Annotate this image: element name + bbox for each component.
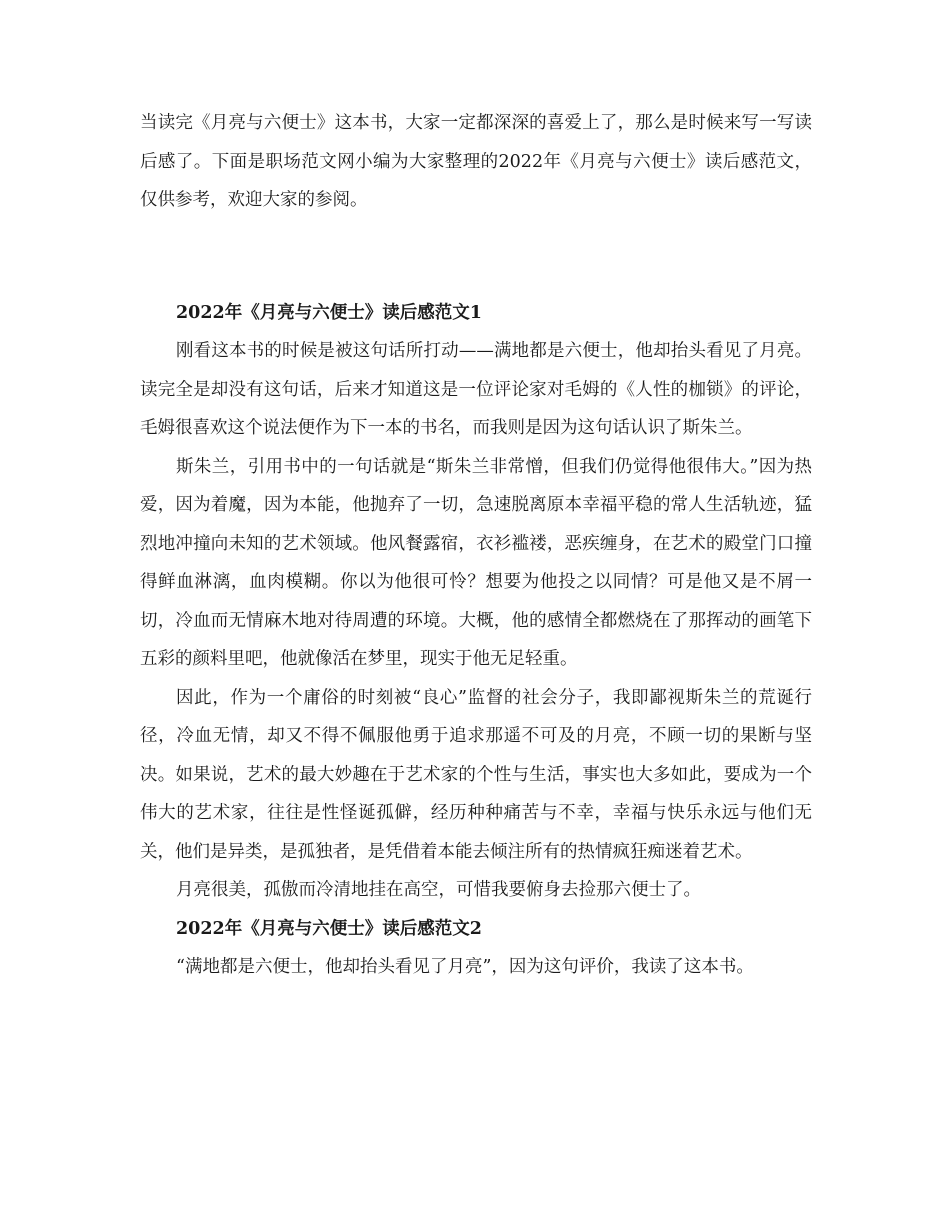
intro-paragraph: 当读完《月亮与六便士》这本书，大家一定都深深的喜爱上了，那么是时候来写一写读后感了。下面是职场范文网小编为大家整理的2022年《月亮与六便士》读后感范文，仅供参考，欢迎大家的参阅。 [140, 113, 812, 210]
section-1-heading: 2022年《月亮与六便士》读后感范文1 [176, 302, 482, 323]
section-2-heading: 2022年《月亮与六便士》读后感范文2 [176, 918, 482, 939]
section-1-paragraph-2: 斯朱兰，引用书中的一句话就是“斯朱兰非常憎，但我们仍觉得他很伟大。”因为热爱，因为着魔，因为本能，他抛弃了一切，急速脱离原本幸福平稳的常人生活轨迹，猛烈地冲撞向未知的艺术领域。他风餐露宿，衣衫褴褛，恶疾缠身，在艺术的殿堂门口撞得鲜血淋漓，血肉模糊。你以为他很可怜？想要为他投之以同情？可是他又是不屑一切，冷血而无情麻木地对待周遭的环境。大概，他的感情全都燃烧在了那挥动的画笔下五彩的颜料里吧，他就像活在梦里，现实于他无足轻重。 [140, 456, 812, 669]
section-1-paragraph-3: 因此，作为一个庸俗的时刻被“良心”监督的社会分子，我即鄙视斯朱兰的荒诞行径，冷血无情，却又不得不佩服他勇于追求那遥不可及的月亮，不顾一切的果断与坚决。如果说，艺术的最大妙趣在于艺术家的个性与生活，事实也大多如此，要成为一个伟大的艺术家，往往是性怪诞孤僻，经历种种痛苦与不幸，幸福与快乐永远与他们无关，他们是异类，是孤独者，是凭借着本能去倾注所有的热情疯狂痴迷着艺术。 [140, 687, 812, 862]
section-1-paragraph-1: 刚看这本书的时候是被这句话所打动——满地都是六便士，他却抬头看见了月亮。读完全是却没有这句话，后来才知道这是一位评论家对毛姆的《人性的枷锁》的评论，毛姆很喜欢这个说法便作为下一本的书名，而我则是因为这句话认识了斯朱兰。 [140, 341, 812, 438]
section-1-paragraph-4: 月亮很美，孤傲而冷清地挂在高空，可惜我要俯身去捡那六便士了。 [176, 880, 701, 900]
document-body [140, 104, 812, 987]
section-2-paragraph-1: “满地都是六便士，他却抬头看见了月亮”，因为这句评价，我读了这本书。 [176, 957, 754, 977]
